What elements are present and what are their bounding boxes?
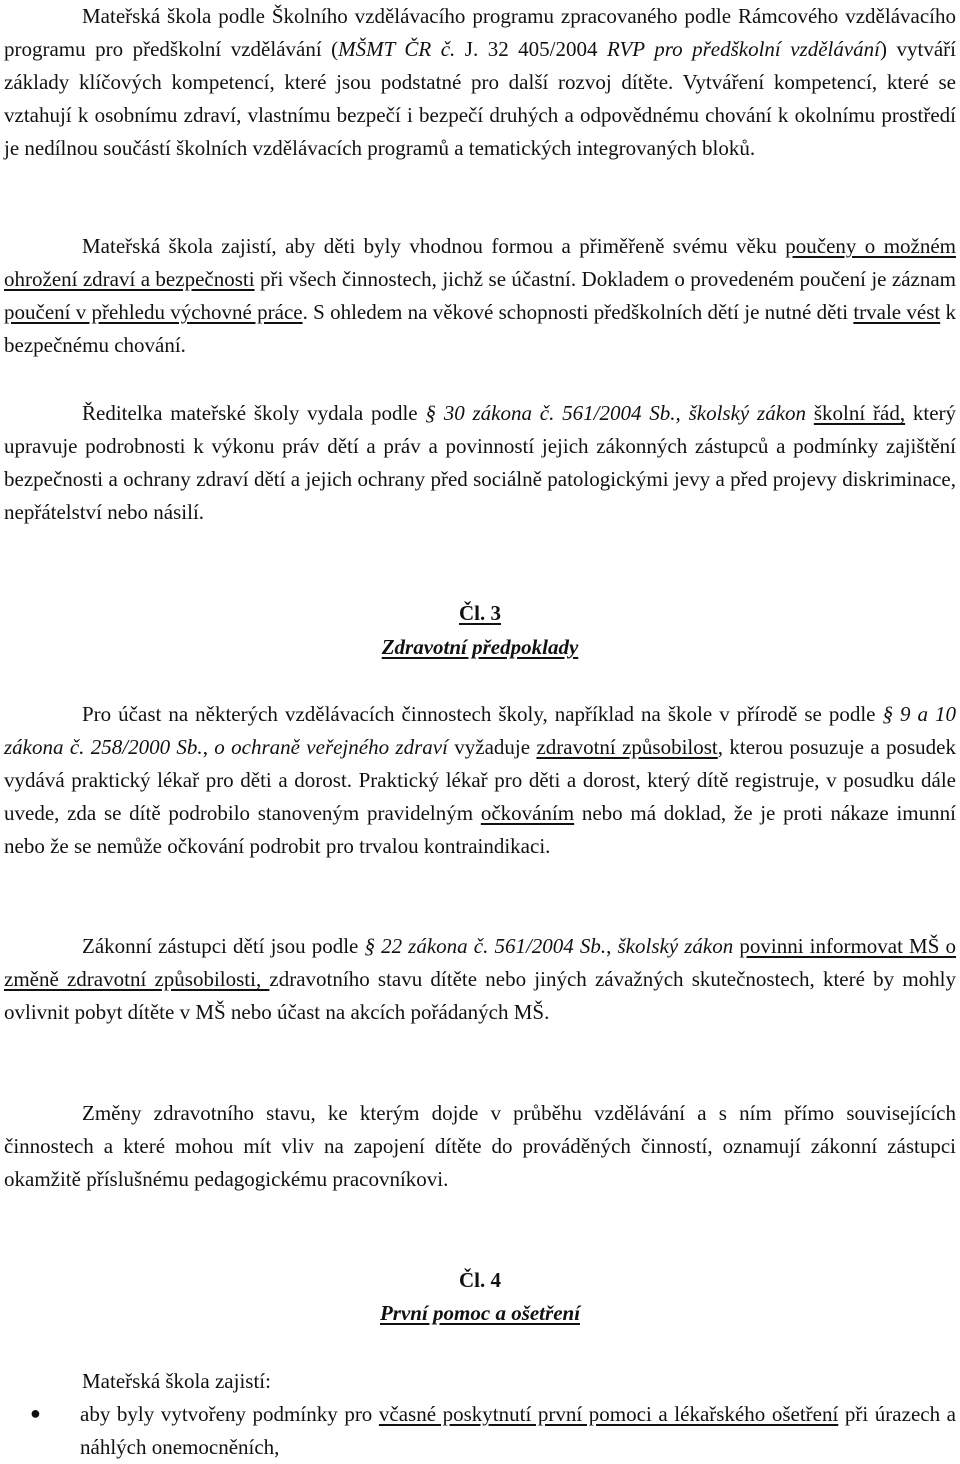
paragraph-health-changes: Změny zdravotního stavu, ke kterým dojde v průběhu vzdělávání a s ním přímo souvisejících činnostech a které mohou mít vliv na zapojení dítěte do prováděných činností, oznamují zákonní zástupci okamžitě příslušnému pedagogickému pracovníkovi. (4, 1101, 956, 1191)
section-4-title: První pomoc a ošetření (379, 1301, 581, 1325)
paragraph-school-rules: Ředitelka mateřské školy vydala podle § 30 zákona č. 561/2004 Sb., školský zákon školní řád, který upravuje podrobnosti k výkonu práv dětí a práv a povinností jejich zákonných zástupců a podmínky zajištění bezpečnosti a ochrany zdraví dětí a jejich ochrany před sociálně patologickými jevy a před projevy diskriminace, nepřátelství nebo násilí. (4, 401, 957, 524)
bullet-icon: ● (30, 1403, 41, 1423)
paragraph-health-requirements: Pro účast na některých vzdělávacích činnostech školy, například na škole v přírodě se podle § 9 a 10 zákona č. 258/2000 Sb., o ochraně veřejného zdraví vyžaduje zdravotní způsobilost, kterou posuzuje a posudek vydává praktický lékař pro děti a dorost. Praktický lékař pro děti a dorost, který dítě registruje, v posudku dále uvede, zda se dítě podrobilo stanoveným pravidelným očkováním nebo má doklad, že je proti nákaze imunní nebo že se nemůže očkování podrobit pro trvalou kontraindikaci. (4, 702, 957, 858)
section-4-number: Čl. 4 (459, 1268, 501, 1292)
paragraph-school-ensures: Mateřská škola zajistí: (82, 1369, 271, 1393)
paragraph-safety-instruction: Mateřská škola zajistí, aby děti byly vhodnou formou a přiměřeně svému věku poučeny o možném ohrožení zdraví a bezpečnosti při všech činnostech, jichž se účastní. Dokladem o provedeném poučení je záznam poučení v přehledu výchovné práce. S ohledem na věkové schopnosti předškolních dětí je nutné děti trvale vést k bezpečnému chování. (4, 234, 957, 357)
section-3-title: Zdravotní předpoklady (381, 635, 579, 659)
paragraph-intro: Mateřská škola podle Školního vzdělávacího programu zpracovaného podle Rámcového vzdělávacího programu pro předškolní vzdělávání (MŠMT ČR č. J. 32 405/2004 RVP pro předškolní vzdělávání) vytváří základy klíčových kompetencí, které jsou podstatné pro další rozvoj dítěte. Vytváření kompetencí, které se vztahují k osobnímu zdraví, vlastnímu bezpečí i bezpečí druhých a odpovědnému chování k okolnímu prostředí je nedílnou součástí školních vzdělávacích programů a tematických integrovaných bloků. (4, 4, 956, 160)
paragraph-guardian-duties: Zákonní zástupci dětí jsou podle § 22 zákona č. 561/2004 Sb., školský zákon povinni informovat MŠ o změně zdravotní způsobilosti, zdravotního stavu dítěte nebo jiných závažných skutečnostech, které by mohly ovlivnit pobyt dítěte v MŠ nebo účast na akcích pořádaných MŠ. (4, 934, 957, 1024)
section-3-number: Čl. 3 (459, 601, 501, 625)
list-item-first-aid: aby byly vytvořeny podmínky pro včasné poskytnutí první pomoci a lékařského ošetření při úrazech a náhlých onemocněních, (80, 1402, 956, 1459)
